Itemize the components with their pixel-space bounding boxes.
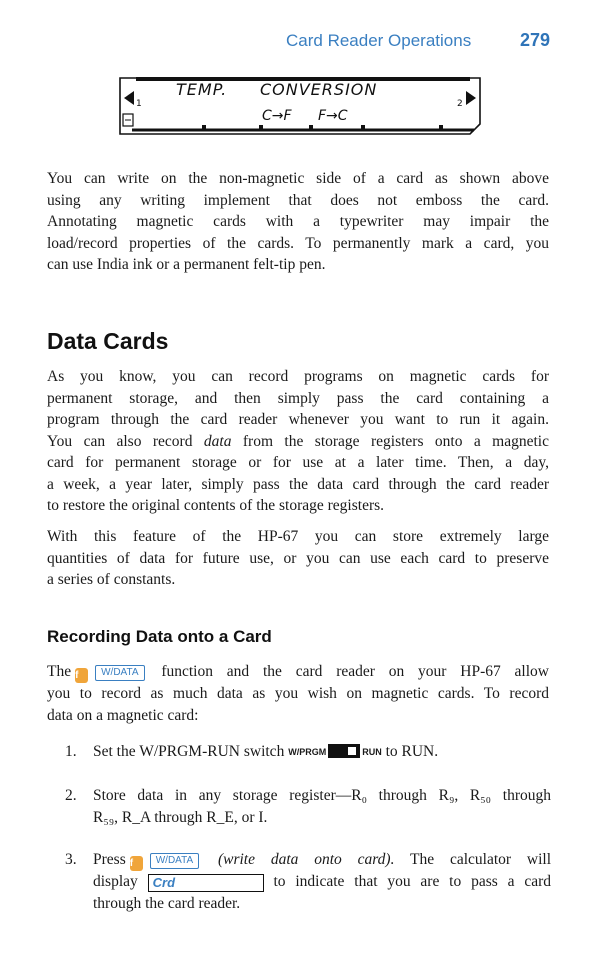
step-text: to RUN. xyxy=(385,743,439,760)
paragraph-line: permanent storage, and then simply pass the card containing a xyxy=(47,389,549,407)
step-text-line xyxy=(93,871,551,893)
card-label-f-to-c: F→C xyxy=(318,108,348,124)
paragraph-line xyxy=(47,661,549,683)
arrow-right-icon xyxy=(466,91,476,105)
paragraph-line: With this feature of the HP-67 you can store extremely large xyxy=(47,528,549,545)
intro-line: Annotating magnetic cards with a typewriter may impair the xyxy=(47,213,549,230)
step-description: (write data onto card). xyxy=(217,851,395,868)
paragraph-line: quantities of data for future use, or you can use each card to preserve xyxy=(47,549,549,567)
step-text: Set the W/PRGM-RUN switch xyxy=(93,743,285,760)
magnetic-card-illustration xyxy=(114,74,486,136)
paragraph-line: to restore the original contents of the storage registers. xyxy=(47,497,385,514)
paragraph-line: card for permanent storage or for use at a later time. Then, a day, xyxy=(47,454,549,471)
paragraph-line: data on a magnetic card: xyxy=(47,706,199,724)
emphasis-data: data xyxy=(203,432,232,450)
paragraph-line: program through the card reader whenever you want to run it again. xyxy=(47,411,549,428)
step-text: Store data in any storage register—R₀ through R₉, R₅₀ through xyxy=(93,787,551,804)
page-number: 279 xyxy=(520,30,551,50)
step-number: 1. xyxy=(65,743,77,760)
text-span: from the storage registers onto a magnetic xyxy=(231,432,549,450)
step-text: display xyxy=(93,873,138,890)
intro-line: using any writing implement that does not emboss the card. xyxy=(47,191,549,209)
intro-paragraph xyxy=(47,168,549,276)
step-text: to indicate that you are to pass a card xyxy=(273,873,551,890)
section-heading-recording-data: Recording Data onto a Card xyxy=(47,627,272,646)
text-span: The xyxy=(47,663,72,680)
step-number: 3. xyxy=(65,851,77,868)
paragraph-line: As you know, you can record programs on magnetic cards for xyxy=(47,368,549,385)
section-heading-data-cards: Data Cards xyxy=(47,328,169,354)
wprgm-run-switch-icon xyxy=(328,744,360,758)
wdata-key-icon: W/DATA xyxy=(95,665,144,681)
step-text: R₅₉, R_A through R_E, or I. xyxy=(93,808,268,826)
data-cards-paragraph-1 xyxy=(47,366,549,517)
paragraph-line: a series of constants. xyxy=(47,571,176,588)
svg-text:1: 1 xyxy=(136,99,142,109)
switch-label-wprgm: W/PRGM xyxy=(288,747,327,757)
calculator-display: Crd xyxy=(148,874,264,892)
intro-line: load/record properties of the cards. To permanently mark a card, you xyxy=(47,234,549,252)
data-cards-paragraph-2 xyxy=(47,526,549,591)
intro-line: You can write on the non-magnetic side of a card as shown above xyxy=(47,170,549,187)
f-key-icon: f xyxy=(130,856,143,871)
step-number: 2. xyxy=(65,787,77,804)
wdata-key-icon: W/DATA xyxy=(150,853,199,869)
running-header-title: Card Reader Operations xyxy=(286,31,472,50)
card-label-temp: TEMP. xyxy=(176,80,228,99)
recording-paragraph xyxy=(47,661,549,726)
text-span: function and the card reader on your HP-67 allow xyxy=(161,663,549,680)
intro-line: can use India ink or a permanent felt-tip pen. xyxy=(47,256,326,273)
switch-label-run: RUN xyxy=(362,747,382,757)
step-text: Press xyxy=(93,851,126,868)
f-key-icon: f xyxy=(75,668,88,683)
paragraph-line: you to record as much data as you wish on magnetic cards. To record xyxy=(47,685,549,702)
svg-text:2: 2 xyxy=(457,99,463,109)
arrow-left-icon xyxy=(124,91,134,105)
step-text: The calculator will xyxy=(410,851,551,868)
paragraph-line: a week, a year later, simply pass the data card through the card reader xyxy=(47,475,549,493)
step-text-line xyxy=(93,849,551,871)
paragraph-line xyxy=(47,431,549,453)
card-label-conversion: CONVERSION xyxy=(260,80,378,99)
step-text: through the card reader. xyxy=(93,894,241,912)
card-label-c-to-f: C→F xyxy=(262,108,292,124)
text-span: You can also record xyxy=(47,432,204,450)
